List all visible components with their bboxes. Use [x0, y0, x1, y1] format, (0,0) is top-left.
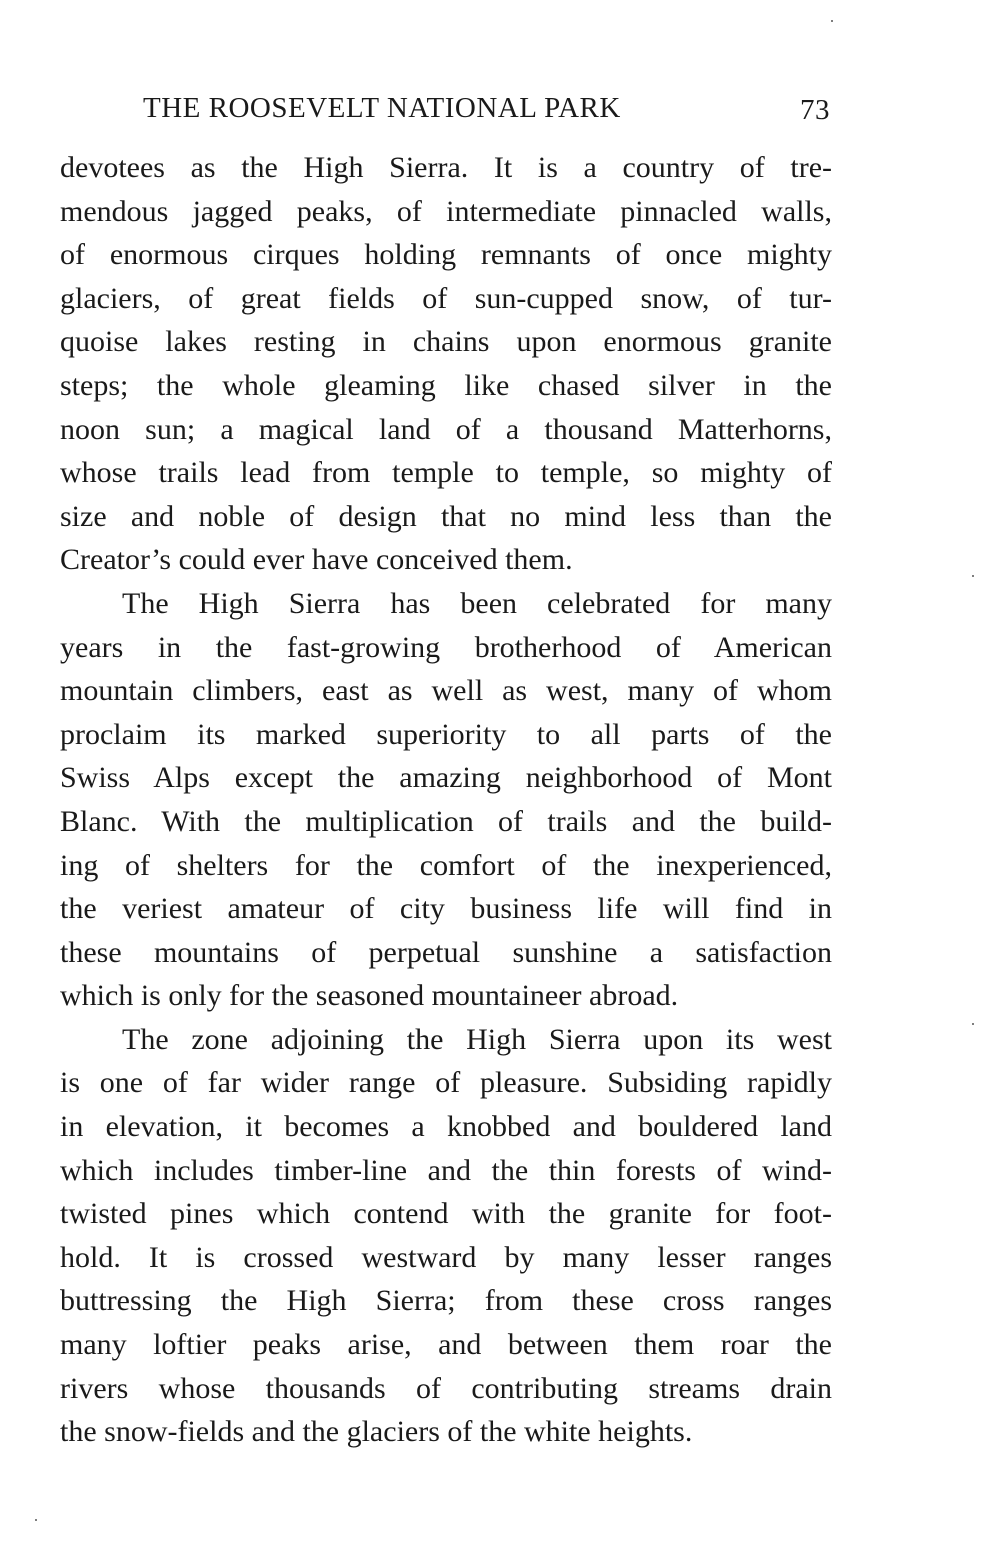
text-line: the veriest amateur of city business life will find in [60, 892, 832, 926]
text-line: whose trails lead from temple to temple, so mighty of [60, 456, 832, 490]
text-line: these mountains of perpetual sunshine a satisfaction [60, 935, 832, 969]
text-line: the snow-fields and the glaciers of the white heights. [60, 1415, 693, 1449]
running-head [143, 88, 830, 128]
body-text [60, 146, 832, 1454]
text-line: buttressing the High Sierra; from these cross ranges [60, 1284, 832, 1318]
text-line: Creator’s could ever have conceived them. [60, 543, 573, 577]
text-line: mendous jagged peaks, of intermediate pinnacled walls, [60, 194, 832, 228]
text-line: is one of far wider range of pleasure. Subsiding rapidly [60, 1066, 832, 1100]
text-line: The zone adjoining the High Sierra upon its west [122, 1022, 832, 1056]
scan-speck [831, 20, 833, 22]
text-line: Swiss Alps except the amazing neighborhood of Mont [60, 761, 832, 795]
text-line: of enormous cirques holding remnants of once mighty [60, 238, 832, 272]
text-line: hold. It is crossed westward by many lesser ranges [60, 1240, 832, 1274]
text-line: which is only for the seasoned mountaineer abroad. [60, 979, 679, 1013]
text-line: rivers whose thousands of contributing streams drain [60, 1371, 832, 1405]
text-line: glaciers, of great fields of sun-cupped snow, of tur- [60, 281, 832, 315]
text-line: mountain climbers, east as well as west, many of whom [60, 674, 832, 708]
scan-speck [972, 1023, 974, 1025]
text-line: in elevation, it becomes a knobbed and bouldered land [60, 1110, 832, 1144]
text-line: size and noble of design that no mind less than the [60, 499, 832, 533]
text-line: proclaim its marked superiority to all parts of the [60, 717, 832, 751]
text-line: which includes timber-line and the thin forests of wind- [60, 1153, 832, 1187]
text-line: ing of shelters for the comfort of the inexperienced, [60, 848, 832, 882]
text-line: steps; the whole gleaming like chased silver in the [60, 368, 832, 402]
text-line: The High Sierra has been celebrated for many [122, 586, 832, 620]
text-line: devotees as the High Sierra. It is a country of tre- [60, 151, 832, 184]
text-line: Blanc. With the multiplication of trails and the build- [60, 804, 832, 838]
text-line: many loftier peaks arise, and between them roar the [60, 1328, 832, 1362]
scan-speck [972, 575, 974, 577]
text-line: noon sun; a magical land of a thousand Matterhorns, [60, 412, 832, 446]
page-number: 73 [800, 94, 830, 126]
text-line: quoise lakes resting in chains upon enormous granite [60, 325, 832, 359]
text-line: years in the fast-growing brotherhood of American [60, 630, 832, 664]
running-title: THE ROOSEVELT NATIONAL PARK [143, 92, 621, 124]
scan-speck [35, 1519, 37, 1521]
text-line: twisted pines which contend with the granite for foot- [60, 1197, 832, 1231]
